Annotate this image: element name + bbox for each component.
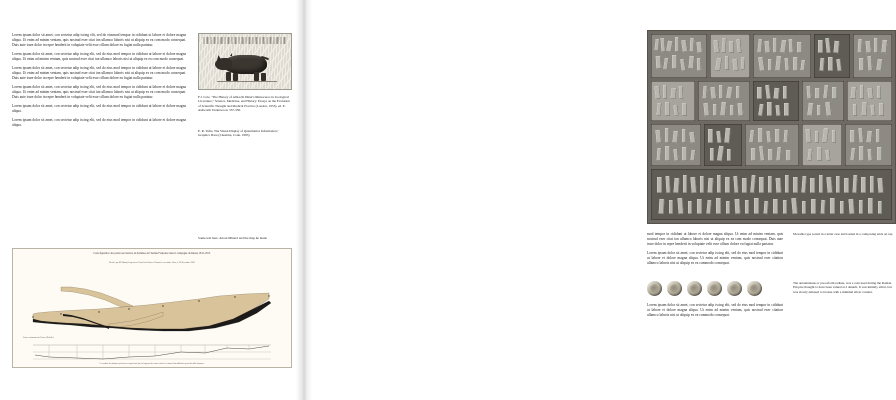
coin-portrait-icon bbox=[650, 284, 659, 293]
coin-portrait-icon bbox=[730, 284, 739, 293]
chart-subtitle: Dressée par M. Minard, Inspecteur Général des Ponts et Chaussées en retraite. Paris, le 20 Novembre 1869. bbox=[108, 262, 196, 264]
coin-antoninianus bbox=[727, 281, 742, 296]
coin-antoninianus bbox=[707, 281, 722, 296]
coins-caption bbox=[793, 281, 894, 297]
coin-portrait-icon bbox=[710, 284, 719, 293]
type-case-figure-caption bbox=[793, 232, 894, 239]
chart-footnote: Le nombre des hommes présents est représenté par les largeurs des zones colorées à raison d'un millimètre pour dix mille hommes. bbox=[99, 363, 205, 365]
coin-portrait-icon bbox=[750, 284, 759, 293]
paragraph: Lorem ipsum dolor sit amet, con sectetur adip iscing elit, sed do eius mod tempor in cididunt ut labore et dolore magna aliqua. Ut enim ad minim veniam, quis nostrud exer citat ion ullamco laboris nisi ut aliquip ex ea com modo consequat. bbox=[12, 52, 186, 61]
advance-branch-north bbox=[61, 287, 133, 307]
paragraph: Lorem ipsum dolor sit amet, con sectetur adip iscing elit, sed do eius mod tempor in cididunt ut labore et dolore magna aliqua. Ut enim ad minim veniam, quis nostrud exer citation ullamco laboris nisi ut aliquip ex ea commodo consequat. bbox=[647, 251, 783, 265]
type-case-compartment bbox=[710, 34, 750, 78]
type-case-compartment bbox=[853, 34, 892, 78]
rhino-dorsal-horn-icon bbox=[230, 53, 232, 56]
caption-text: E. R. Tufte, The Visual Display of Quantitative Information," Graphics Press (Cheshire, Conn. 1983) bbox=[198, 128, 279, 138]
minard-note bbox=[198, 236, 290, 243]
type-case-compartment bbox=[802, 81, 844, 121]
type-case-compartment bbox=[814, 34, 850, 78]
caption-text: Some text here. About Minard and the map he made bbox=[198, 236, 267, 240]
caption-text: Movable type sorted in a letter case and loaded in a composing stick on top. bbox=[793, 232, 894, 236]
type-case-compartment bbox=[802, 124, 842, 166]
left-page-figure-column bbox=[198, 33, 290, 140]
figure-caption-cole bbox=[198, 95, 290, 113]
type-case-compartment bbox=[753, 34, 811, 78]
type-case-compartment bbox=[704, 124, 742, 166]
right-page bbox=[304, 0, 894, 400]
durer-rhinoceros-woodcut bbox=[198, 33, 292, 90]
coin-antoninianus bbox=[747, 281, 762, 296]
type-case-compartment bbox=[847, 81, 892, 121]
chart-title: Carte figurative des pertes successives en hommes de l'Armée Française dans la campagne de Russie 1812-1813. bbox=[93, 252, 211, 255]
paragraph: Lorem ipsum dolor sit amet, con sectetur adip iscing elit, sed do eius mod tempor in cididunt ut labore et dolore magna aliqua. Ut enim ad minim veniam, quis nostrud exer citation ullamco laboris nisi ut aliquip ex ea commodo consequat. bbox=[647, 303, 783, 317]
coin-portrait-icon bbox=[690, 284, 699, 293]
roman-coins-row bbox=[647, 281, 783, 301]
caption-text: The antoninianus or pre-reform radiate, was a coin used during the Roman Em pire thought to have been valued at 2 denarii. It was initially silver, but was slowly debased to bronze with a minimal silver content. bbox=[793, 281, 892, 294]
left-page bbox=[0, 0, 304, 400]
type-case-compartment bbox=[845, 124, 892, 166]
paragraph: Lorem ipsum dolor sit amet, con sectetur adip iscing elit, sed do eius mod tempor in cididunt ut labore et dolore magna aliqua. Ut enim ad minim veniam, quis nostrud exer citat ion ullamco laboris nisi ut aliquip ex ea com modo consequat. Duis aute irure dolor in repre henderit in voluptate velit esse cillum dolore eu fugiat nulla pariatur. bbox=[12, 85, 186, 99]
type-case-compartment bbox=[651, 124, 701, 166]
paragraph: Lorem ipsum dolor sit amet, con sectetur adip iscing elit, sed do eiusmod tempor in cididunt ut labore et dolore magna aliqua. Ut enim ad minim veniam, quis nostrud exer citat ion ullamco laboris nisi ut aliquip ex ea com modo consequat. Duis aute irure dolor in repre henderit in voluptate velit esse cillum dolore eu fugiat nulla pariatur. bbox=[12, 33, 186, 47]
chart-canvas bbox=[13, 249, 291, 367]
type-case-photograph bbox=[647, 30, 896, 224]
coin-antoninianus bbox=[647, 281, 662, 296]
chart-scalebar: Lieues communes de France (Échelle) bbox=[23, 337, 54, 339]
rhinoceros-illustration bbox=[215, 49, 277, 81]
rhino-groundline bbox=[217, 81, 277, 83]
paragraph: Lorem ipsum dolor sit amet, con sectetur adip iscing elit, sed do eius mod tempor in cididunt ut labore et dolore magna aliqua. bbox=[12, 118, 186, 127]
right-page-body-text-lower bbox=[647, 303, 783, 322]
coin-antoninianus bbox=[687, 281, 702, 296]
type-case-compartment bbox=[745, 124, 799, 166]
type-case-compartment bbox=[698, 81, 750, 121]
temperature-line bbox=[35, 346, 269, 359]
minard-chart bbox=[12, 248, 292, 368]
coin-antoninianus bbox=[667, 281, 682, 296]
coin-portrait-icon bbox=[670, 284, 679, 293]
paragraph: Lorem ipsum dolor sit amet, con sectetur adip iscing elit, sed do eius mod tempor in cididunt ut labore et dolore magna aliqua. bbox=[12, 104, 186, 113]
type-case-compartment bbox=[651, 81, 695, 121]
type-case-compartment bbox=[651, 34, 707, 78]
woodcut-text-band bbox=[203, 37, 287, 44]
paragraph: mod tempor in cididunt ut labore et dolore magna aliqua. Ut enim ad minim veniam, quis nostrud exer citat ion ullamco laboris nisi ut aliquip ex ea com modo consequat. Duis aute irure dolor in repre henderit in voluptate velit esse cillum dolore eu fugiat nulla pariatur. bbox=[647, 232, 783, 246]
left-page-body-text bbox=[12, 33, 186, 132]
caption-text: F.J. Cole, "The History of Albrecht Dürer's Rhinoceros in Zoological Lit erature," Science, Medicine, and History: Essays on the Evolution of Scientific Thought and Medical Practice (London, 1953), ed. E. Ashworth Underwood, 337-356. bbox=[198, 95, 290, 113]
figure-caption-tufte bbox=[198, 129, 290, 138]
type-case-compartment bbox=[753, 81, 799, 121]
composing-stick-tray bbox=[651, 169, 892, 220]
right-page-body-text bbox=[647, 232, 783, 270]
paragraph: Lorem ipsum dolor sit amet, con sectetur adip iscing elit, sed do eius mod tempor in cididunt ut labore et dolore magna aliqua. Ut enim ad minim veniam, quis nostrud exer citat ion ullamco laboris nisi ut aliquip ex ea com modo consequat. Duis aute irure dolor in repre henderit in voluptate velit esse cillum dolore eu fugiat nulla pariatur. bbox=[12, 66, 186, 80]
